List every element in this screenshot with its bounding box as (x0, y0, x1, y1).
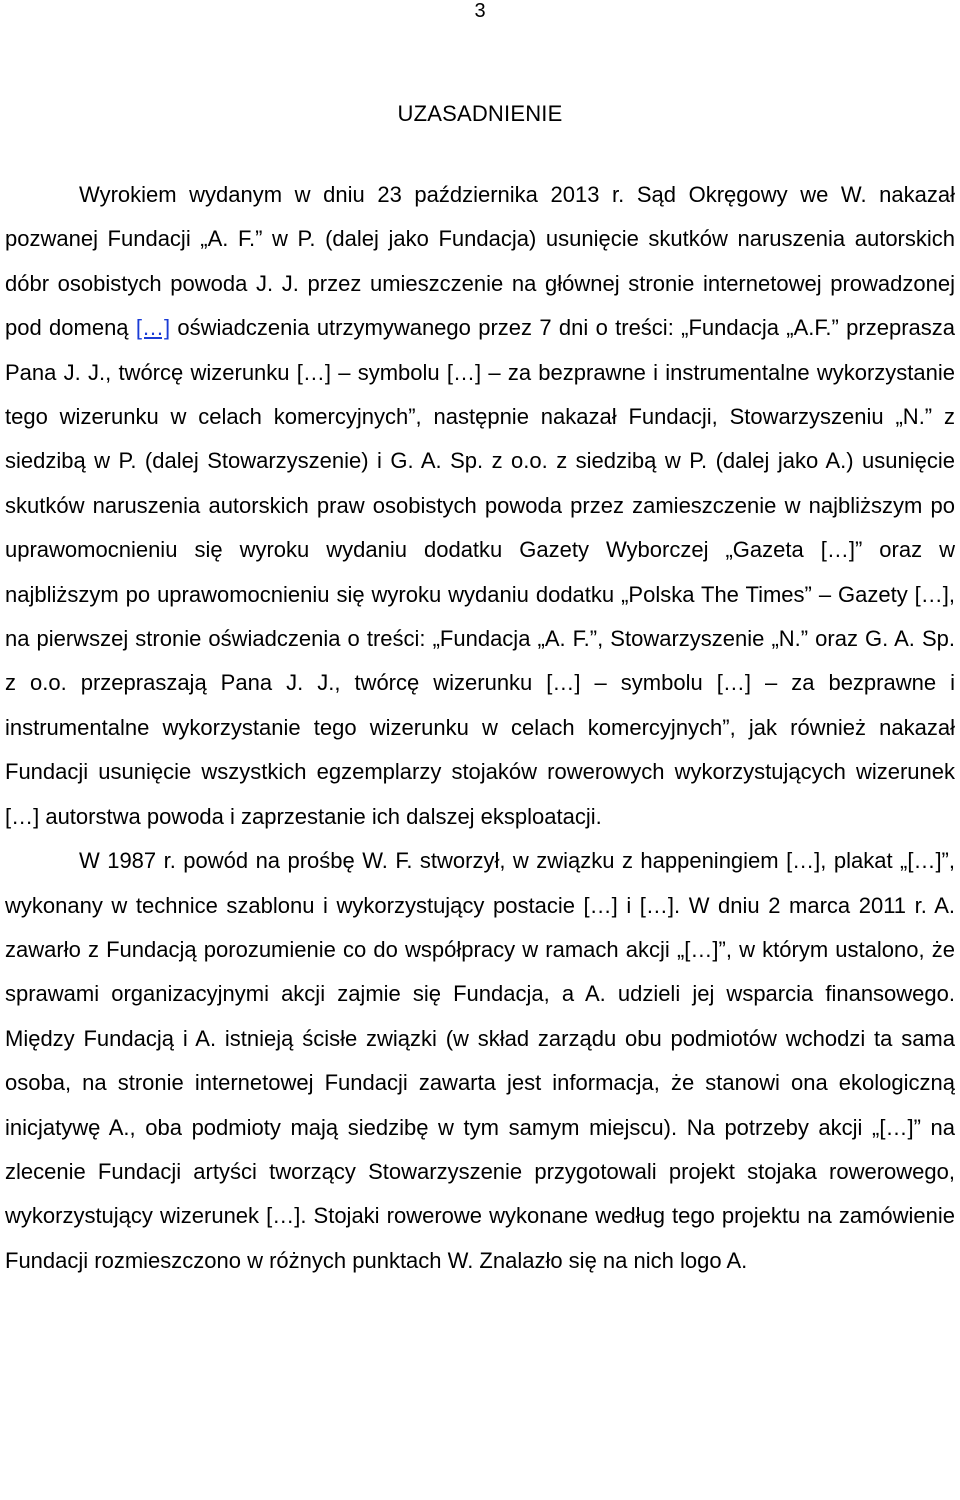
paragraph-1 (5, 173, 955, 839)
paragraph-2: W 1987 r. powód na prośbę W. F. stworzył, w związku z happeningiem […], plakat „[…]”, wykonany w technice szablonu i wykorzystujący postacie […] i […]. W dniu 2 marca 2011 r. A. zawarło z Fundacją porozumienie co do współpracy w ramach akcji „[…]”, w którym ustalono, że sprawami organizacyjnymi akcji zajmie się Fundacja, a A. udzieli jej wsparcia finansowego. Między Fundacją i A. istnieją ścisłe związki (w skład zarządu obu podmiotów wchodzi ta sama osoba, na stronie internetowej Fundacji zawarta jest informacja, że stanowi ona ekologiczną inicjatywę A., oba podmioty mają siedzibę w tym samym miejscu). Na potrzeby akcji „[…]” na zlecenie Fundacji artyści tworzący Stowarzyszenie przygotowali projekt stojaka rowerowego, wykorzystujący wizerunek […]. Stojaki rowerowe wykonane według tego projektu na zamówienie Fundacji rozmieszczono w różnych punktach W. Znalazło się na nich logo A. (5, 848, 955, 1273)
document-body (5, 173, 955, 1283)
paragraph-1-text-end: oświadczenia utrzymywanego przez 7 dni o treści: „Fundacja „A.F.” przeprasza Pana J. J., twórcę wizerunku […] – symbolu […] – za bezprawne i instrumentalne wykorzystanie tego wizerunku w celach komercyjnych”, następnie nakazał Fundacji, Stowarzyszeniu „N.” z siedzibą w P. (dalej Stowarzyszenie) i G. A. Sp. z o.o. z siedzibą w P. (dalej jako A.) usunięcie skutków naruszenia autorskich praw osobistych powoda przez zamieszczenie w najbliższym po uprawomocnieniu się wyroku wydaniu dodatku Gazety Wyborczej „Gazeta […]” oraz w najbliższym po uprawomocnieniu się wyroku wydaniu dodatku „Polska The Times” – Gazety […], na pierwszej stronie oświadczenia o treści: „Fundacja „A. F.”, Stowarzyszenie „N.” oraz G. A. Sp. z o.o. przepraszają Pana J. J., twórcę wizerunku […] – symbolu […] – za bezprawne i instrumentalne wykorzystanie tego wizerunku w celach komercyjnych”, jak również nakazał Fundacji usunięcie wszystkich egzemplarzy stojaków rowerowych wykorzystujących wizerunek […] autorstwa powoda i zaprzestanie ich dalszej eksploatacji. (5, 315, 955, 829)
paragraph-1-text-start: Wyrokiem wydanym w dniu 23 października 2013 r. Sąd Okręgowy we W. nakazał pozwanej Fundacji „A. F.” w P. (dalej jako Fundacja) usunięcie skutków naruszenia autorskich dóbr osobistych powoda J. J. przez umieszczenie na głównej stronie internetowej prowadzonej pod domeną (5, 182, 955, 341)
document-heading: UZASADNIENIE (397, 101, 563, 126)
domain-link[interactable]: […] (135, 315, 171, 341)
page-number: 3 (474, 0, 486, 22)
